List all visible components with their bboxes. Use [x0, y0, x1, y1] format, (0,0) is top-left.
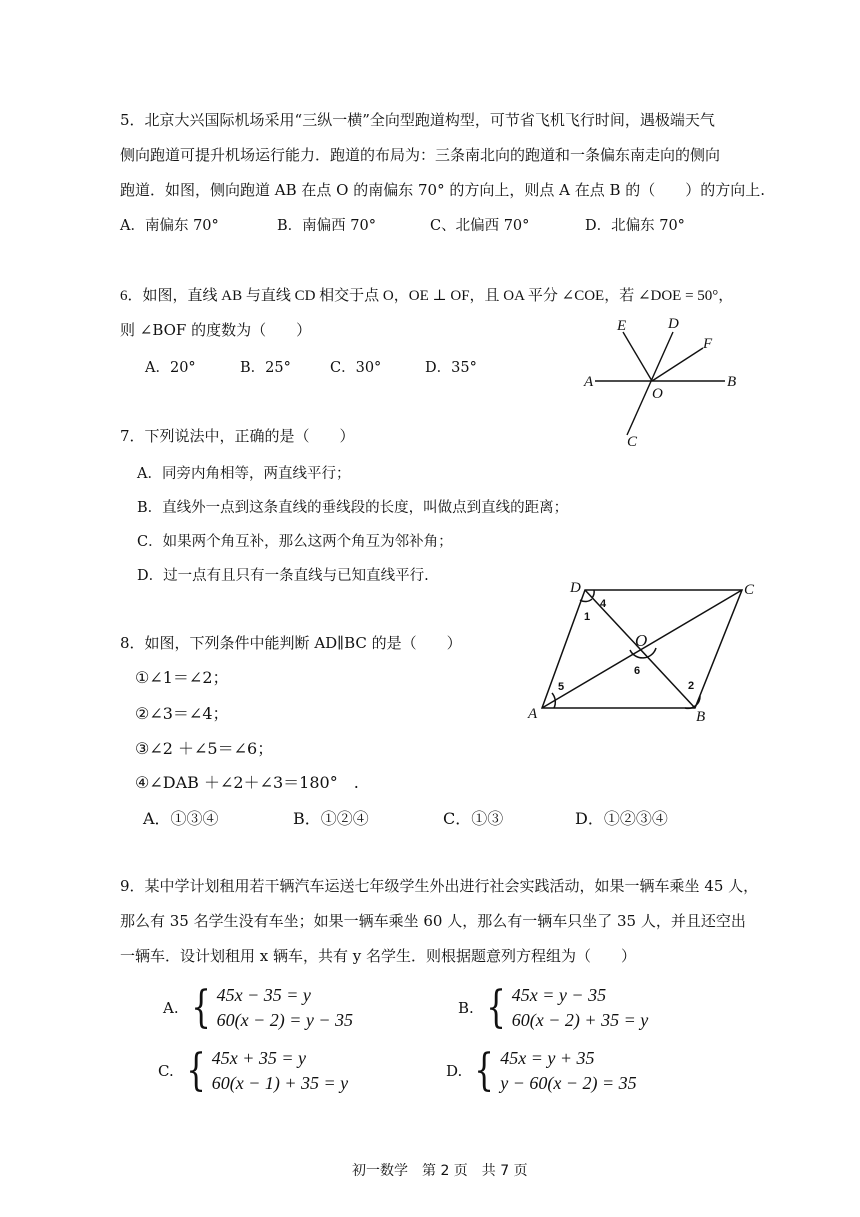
- option-label: A.: [163, 999, 179, 1017]
- q6-line1: 6．如图，直线 AB 与直线 CD 相交于点 O，OE ⊥ OF，且 OA 平分 ∠COE，若 ∠DOE = 50°，: [120, 288, 734, 304]
- q9-option-b: [458, 983, 648, 1033]
- option-label: B.: [458, 999, 474, 1017]
- label-c: C: [744, 582, 755, 598]
- q8-option-a: A．①③④: [143, 809, 219, 828]
- angle-label-4: 4: [600, 598, 607, 610]
- arc-4: [592, 590, 594, 598]
- brace-icon: {: [474, 1045, 495, 1096]
- q5-option-c: C、北偏西 70°: [430, 218, 530, 234]
- label-a: A: [584, 374, 594, 390]
- option-label: C.: [158, 1062, 174, 1080]
- q8-stem: 8．如图，下列条件中能判断 AD∥BC 的是（ ）: [120, 634, 462, 652]
- option-label: D.: [446, 1062, 463, 1080]
- q9-line2: 那么有 35 名学生没有车坐；如果一辆车乘坐 60 人，那么有一辆车只坐了 35 人，并且还空出: [120, 912, 746, 930]
- label-d: D: [668, 316, 679, 332]
- q7-option-b: B．直线外一点到这条直线的垂线段的长度，叫做点到直线的距离；: [137, 500, 569, 516]
- equation-1: 45x = y − 35: [511, 985, 607, 1005]
- q5-line1: 5．北京大兴国际机场采用“三纵一横”全向型跑道构型，可节省飞机飞行时间，遇极端天气: [120, 111, 715, 129]
- equation-2: 60(x − 2) = y − 35: [216, 1010, 354, 1030]
- q5-option-a: A．南偏东 70°: [120, 218, 219, 234]
- q9-option-c: [158, 1046, 348, 1096]
- q8-option-c: C．①③: [443, 809, 504, 828]
- label-e: E: [617, 318, 627, 334]
- equation-2: y − 60(x − 2) = 35: [500, 1073, 637, 1093]
- q8-condition-4: ④∠DAB ＋∠2＋∠3＝180° .: [135, 773, 359, 792]
- label-b: B: [696, 709, 706, 725]
- page-footer: 初一数学 第 2 页 共 7 页: [352, 1163, 528, 1179]
- q5-line3: 跑道．如图，侧向跑道 AB 在点 O 的南偏东 70° 的方向上，则点 A 在点 B 的（ ）的方向上.: [120, 181, 766, 199]
- arc-2: [685, 696, 700, 708]
- line-cd: [627, 332, 673, 435]
- q7-option-a: A．同旁内角相等，两直线平行；: [137, 466, 351, 482]
- q8-condition-3: ③∠2 ＋∠5＝∠6；: [135, 739, 274, 758]
- brace-icon: {: [485, 982, 506, 1033]
- q6-option-d: D．35°: [425, 360, 477, 376]
- label-b: B: [727, 374, 737, 390]
- q7-option-d: D．过一点有且只有一条直线与已知直线平行.: [137, 568, 429, 584]
- q6-line2: 则 ∠BOF 的度数为（ ）: [120, 321, 312, 339]
- q6-option-b: B．25°: [240, 360, 291, 376]
- equation-1: 45x − 35 = y: [216, 985, 311, 1005]
- ray-oe: [623, 332, 652, 381]
- equation-2: 60(x − 2) + 35 = y: [511, 1010, 649, 1030]
- q6-figure: [575, 310, 755, 450]
- label-o: O: [635, 631, 648, 650]
- angle-label-1: 1: [584, 611, 591, 623]
- label-f: F: [703, 336, 713, 352]
- label-a: A: [528, 706, 538, 722]
- q9-line1: 9．某中学计划租用若干辆汽车运送七年级学生外出进行社会实践活动，如果一辆车乘坐 45 人，: [120, 877, 759, 895]
- label-o: O: [652, 386, 663, 402]
- equation-2: 60(x − 1) + 35 = y: [211, 1073, 349, 1093]
- angle-label-2: 2: [688, 680, 695, 692]
- brace-icon: {: [185, 1045, 206, 1096]
- q9-option-d: [446, 1046, 637, 1096]
- q5-option-b: B．南偏西 70°: [277, 218, 376, 234]
- angle-label-5: 5: [558, 681, 565, 693]
- q5-option-d: D．北偏东 70°: [585, 218, 685, 234]
- q7-stem: 7．下列说法中，正确的是（ ）: [120, 427, 355, 445]
- q8-option-d: D．①②③④: [575, 809, 668, 828]
- q7-option-c: C．如果两个角互补，那么这两个角互为邻补角；: [137, 534, 453, 550]
- q6-option-a: A．20°: [145, 360, 196, 376]
- q8-condition-1: ①∠1＝∠2；: [135, 668, 229, 687]
- q6-option-c: C．30°: [330, 360, 382, 376]
- equation-1: 45x + 35 = y: [211, 1048, 306, 1068]
- q8-condition-2: ②∠3＝∠4；: [135, 704, 229, 723]
- label-d: D: [570, 580, 581, 596]
- q8-option-b: B．①②④: [293, 809, 369, 828]
- q5-line2: 侧向跑道可提升机场运行能力．跑道的布局为：三条南北向的跑道和一条偏东南走向的侧向: [120, 146, 721, 164]
- brace-icon: {: [190, 982, 211, 1033]
- label-c: C: [627, 434, 638, 450]
- angle-label-6: 6: [634, 665, 641, 677]
- q8-figure: [520, 578, 765, 726]
- equation-1: 45x = y + 35: [500, 1048, 595, 1068]
- q9-option-a: [163, 983, 353, 1033]
- q9-line3: 一辆车．设计划租用 x 辆车，共有 y 名学生．则根据题意列方程组为（ ）: [120, 947, 637, 965]
- ray-of: [652, 348, 703, 381]
